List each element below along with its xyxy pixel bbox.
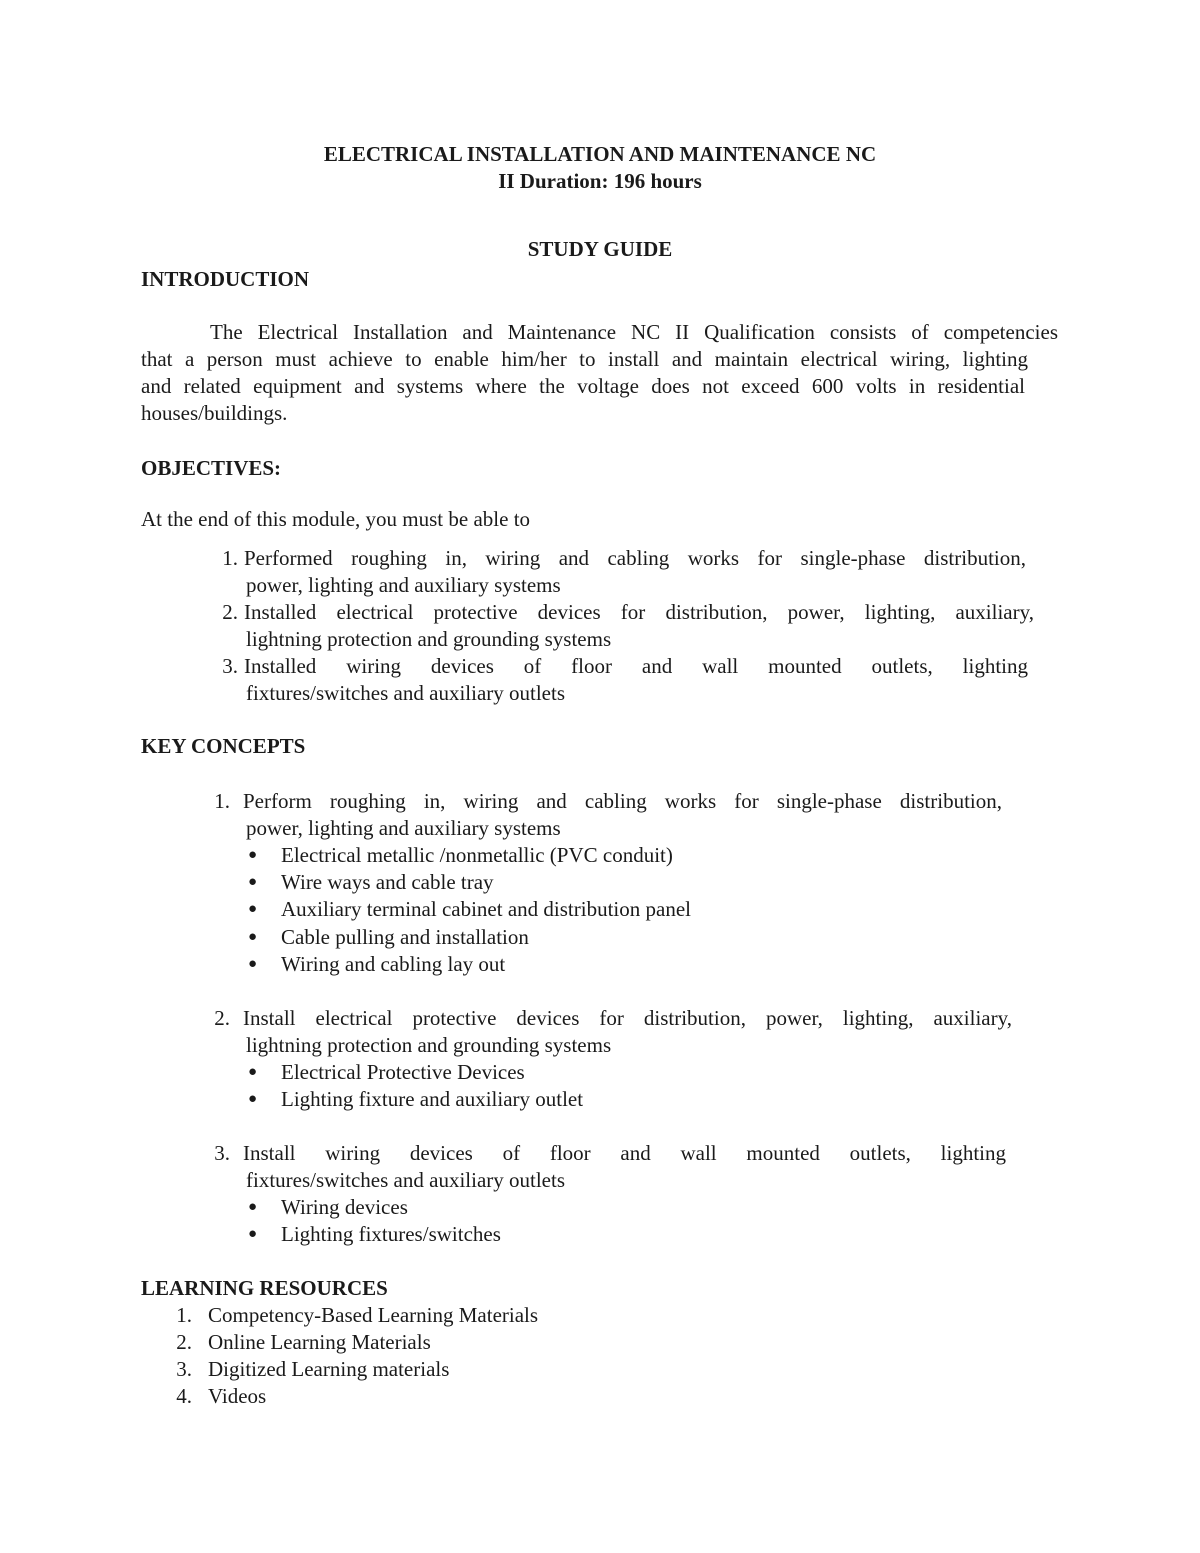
bullet-icon: ● (248, 1064, 258, 1080)
introduction-line: and related equipment and systems where the voltage does not exceed 600 volts in residential (141, 374, 1025, 398)
key-concept-line1: Install electrical protective devices for distribution, power, lighting, auxiliary, (243, 1006, 1012, 1030)
learning-resources-heading: LEARNING RESOURCES (141, 1276, 388, 1300)
bullet-icon: ● (248, 1199, 258, 1215)
key-concept-bullet: Lighting fixture and auxiliary outlet (281, 1087, 584, 1111)
bullet-icon: ● (248, 1091, 258, 1107)
objective-item-line1: Installed electrical protective devices for distribution, power, lighting, auxiliary, (244, 600, 1034, 624)
objectives-heading: OBJECTIVES: (141, 456, 282, 480)
list-number: 3. (176, 1357, 192, 1381)
key-concept-bullet: Electrical Protective Devices (281, 1060, 525, 1084)
resource-item: Online Learning Materials (208, 1330, 431, 1354)
key-concept-line1: Install wiring devices of floor and wall mounted outlets, lighting (243, 1141, 1006, 1165)
bullet-icon: ● (248, 956, 258, 972)
bullet-icon: ● (248, 1226, 258, 1242)
bullet-icon: ● (248, 929, 258, 945)
key-concept-bullet: Lighting fixtures/switches (281, 1222, 501, 1246)
bullet-icon: ● (248, 847, 258, 863)
resource-item: Videos (208, 1384, 267, 1408)
objective-item-line1: Performed roughing in, wiring and cabling works for single-phase distribution, (244, 546, 1026, 570)
bullet-icon: ● (248, 901, 258, 917)
objective-item-line2: fixtures/switches and auxiliary outlets (246, 681, 566, 705)
introduction-line: The Electrical Installation and Maintenance NC II Qualification consists of competencies (210, 320, 1058, 344)
study-guide-heading: STUDY GUIDE (527, 237, 673, 261)
document-title-line2: II Duration: 196 hours (498, 169, 702, 193)
bullet-icon: ● (248, 874, 258, 890)
key-concept-bullet: Wiring and cabling lay out (281, 952, 506, 976)
resource-item: Competency-Based Learning Materials (208, 1303, 539, 1327)
key-concept-line2: lightning protection and grounding systems (246, 1033, 612, 1057)
list-number: 1. (214, 789, 230, 813)
key-concepts-heading: KEY CONCEPTS (141, 734, 306, 758)
objectives-lead: At the end of this module, you must be able to (141, 507, 531, 531)
objective-item-line1: Installed wiring devices of floor and wall mounted outlets, lighting (244, 654, 1028, 678)
key-concept-bullet: Auxiliary terminal cabinet and distribution panel (281, 897, 691, 921)
objective-item-line2: lightning protection and grounding systems (246, 627, 612, 651)
key-concept-line1: Perform roughing in, wiring and cabling works for single-phase distribution, (243, 789, 1002, 813)
introduction-line: that a person must achieve to enable him/her to install and maintain electrical wiring, lighting (141, 347, 1028, 371)
resource-item: Digitized Learning materials (208, 1357, 450, 1381)
list-number: 2. (214, 1006, 230, 1030)
objective-item-line2: power, lighting and auxiliary systems (246, 573, 561, 597)
list-number: 1. (176, 1303, 192, 1327)
key-concept-line2: power, lighting and auxiliary systems (246, 816, 561, 840)
list-number: 4. (176, 1384, 192, 1408)
introduction-line: houses/buildings. (141, 401, 288, 425)
key-concept-bullet: Electrical metallic /nonmetallic (PVC conduit) (281, 843, 673, 867)
list-number: 3. (214, 1141, 230, 1165)
list-number: 2. (176, 1330, 192, 1354)
list-number: 1. (222, 546, 238, 570)
document-title-line1: ELECTRICAL INSTALLATION AND MAINTENANCE NC (323, 142, 877, 166)
introduction-heading: INTRODUCTION (141, 267, 310, 291)
key-concept-bullet: Wiring devices (281, 1195, 408, 1219)
key-concept-line2: fixtures/switches and auxiliary outlets (246, 1168, 566, 1192)
key-concept-bullet: Cable pulling and installation (281, 925, 529, 949)
list-number: 2. (222, 600, 238, 624)
key-concept-bullet: Wire ways and cable tray (281, 870, 494, 894)
list-number: 3. (222, 654, 238, 678)
